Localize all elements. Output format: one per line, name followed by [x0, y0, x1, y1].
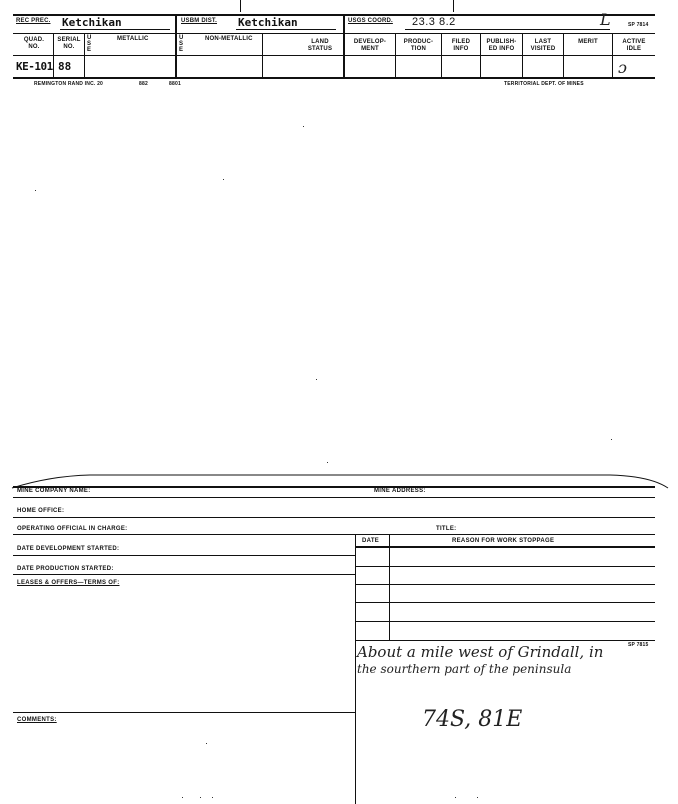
printer-code-2: 8801: [169, 81, 181, 87]
reason-header: REASON FOR WORK STOPPAGE: [452, 538, 555, 544]
bottom-form-number: SP 7815: [628, 642, 649, 648]
rec-prec-label: REC PREC.: [16, 18, 51, 24]
use-nonmetallic-label: U S E: [179, 35, 184, 53]
top-form-number: SP 7814: [628, 22, 649, 28]
published-info-label: PUBLISH- ED INFO: [486, 39, 517, 52]
handwritten-coordinates: 74S, 81E: [422, 707, 523, 732]
development-label: DEVELOP- MENT: [353, 39, 387, 52]
active-idle-label: ACTIVE IDLE: [622, 39, 646, 52]
quad-no-label: QUAD. NO.: [23, 37, 45, 50]
title-label: TITLE:: [436, 526, 457, 532]
metallic-label: METALLIC: [117, 36, 149, 42]
nonmetallic-label: NON-METALLIC: [205, 36, 253, 42]
handwritten-location-line-1: About a mile west of Grindall, in: [357, 643, 604, 661]
land-status-label: LAND STATUS: [307, 39, 333, 52]
date-development-label: DATE DEVELOPMENT STARTED:: [17, 546, 120, 552]
usbm-dist-label: USBM DIST.: [181, 18, 218, 24]
production-label: PRODUC- TION: [403, 39, 434, 52]
last-visited-label: LAST VISITED: [530, 39, 556, 52]
usgs-coord-value: 23.3 8.2: [412, 16, 456, 28]
merit-label: MERIT: [578, 39, 598, 45]
date-header: DATE: [362, 538, 380, 544]
usgs-coord-label: USGS COORD.: [348, 18, 393, 24]
department-name: TERRITORIAL DEPT. OF MINES: [504, 81, 584, 87]
mine-company-name-label: MINE COMPANY NAME:: [17, 488, 91, 494]
quad-value: KE-101: [16, 60, 53, 73]
date-production-label: DATE PRODUCTION STARTED:: [17, 566, 114, 572]
rec-prec-value: Ketchikan: [62, 16, 122, 29]
printer-code-1: 882: [139, 81, 148, 87]
handwritten-location-line-2: the sourthern part of the peninsula: [357, 662, 572, 676]
serial-no-label: SERIAL NO.: [57, 37, 81, 50]
filed-info-label: FILED INFO: [451, 39, 471, 52]
checkmark-mark: L: [600, 10, 611, 29]
serial-value: 88: [58, 60, 72, 73]
leases-offers-label: LEASES & OFFERS—TERMS OF:: [17, 580, 120, 586]
mine-address-label: MINE ADDRESS:: [374, 488, 426, 494]
operating-official-label: OPERATING OFFICIAL IN CHARGE:: [17, 526, 128, 532]
use-metallic-label: U S E: [87, 35, 92, 53]
usbm-dist-value: Ketchikan: [238, 16, 298, 29]
active-idle-mark: ɔ: [618, 58, 627, 77]
comments-label: COMMENTS:: [17, 717, 57, 723]
home-office-label: HOME OFFICE:: [17, 508, 65, 514]
printer-imprint: REMINGTON RAND INC. 20: [34, 81, 104, 87]
